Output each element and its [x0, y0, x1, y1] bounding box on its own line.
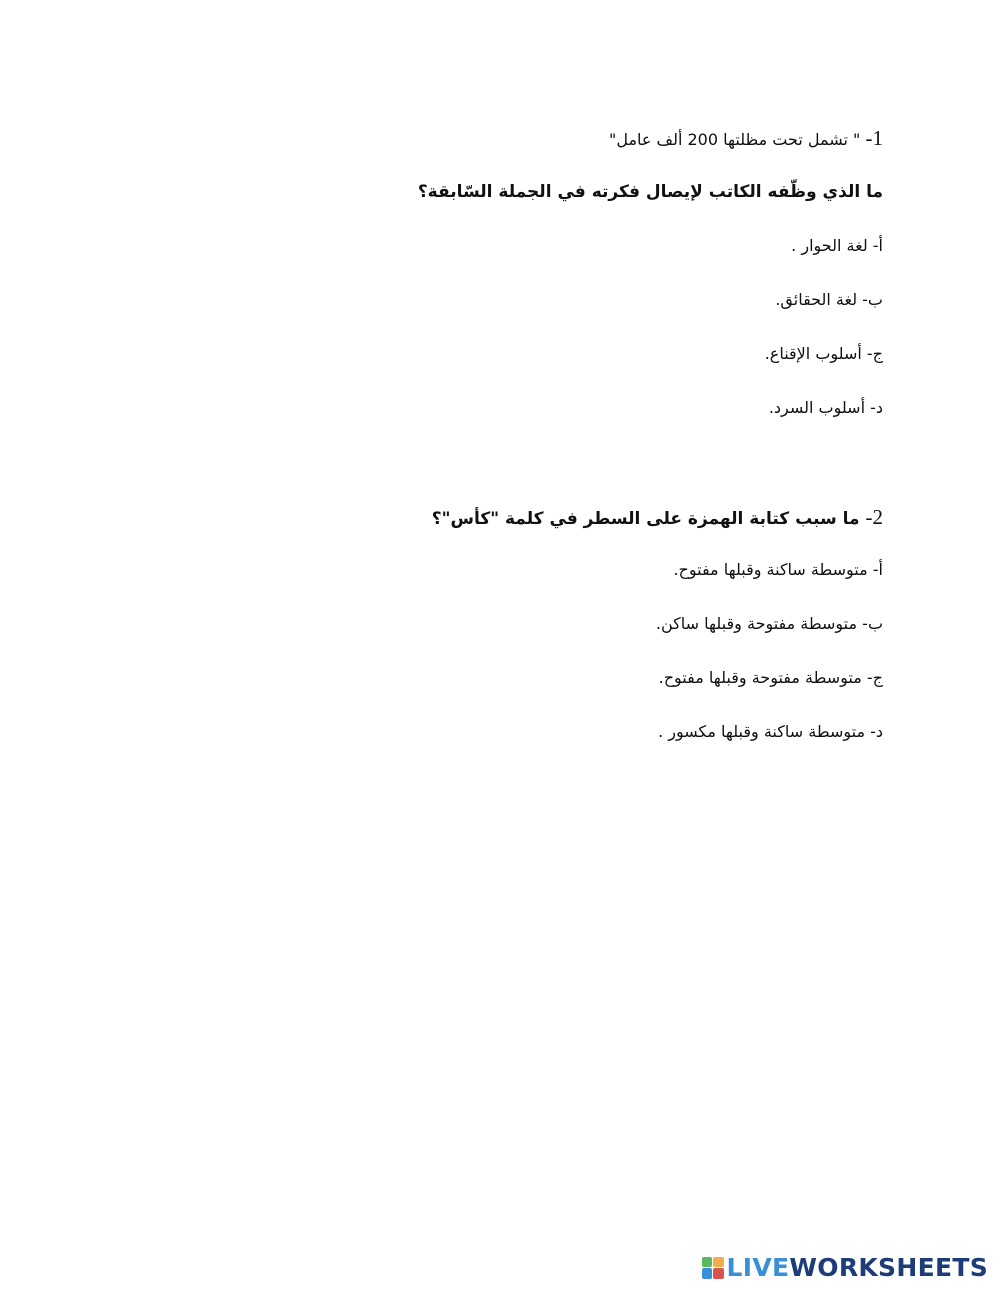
question-1-option-a[interactable]: أ- لغة الحوار .: [791, 236, 883, 255]
question-1-option-b[interactable]: ب- لغة الحقائق.: [775, 290, 883, 309]
question-2-option-d[interactable]: د- متوسطة ساكنة وقبلها مكسور .: [658, 722, 883, 741]
question-2-stem-line: [432, 505, 883, 531]
question-2-stem: ما سبب كتابة الهمزة على السطر في كلمة "كأس"؟: [431, 509, 866, 529]
logo-mark-square-orange: [713, 1257, 724, 1268]
logo-worksheets-text: WORKSHEETS: [789, 1253, 988, 1282]
question-2-option-b[interactable]: ب- متوسطة مفتوحة وقبلها ساكن.: [655, 614, 883, 633]
question-2-option-c[interactable]: ج- متوسطة مفتوحة وقبلها مفتوح.: [658, 668, 883, 687]
logo-mark-square-red: [713, 1268, 724, 1279]
question-1-number: 1-: [865, 126, 883, 150]
logo-mark-square-blue: [702, 1268, 713, 1279]
liveworksheets-wordmark: [727, 1253, 988, 1282]
logo-live-text: LIVE: [726, 1253, 790, 1282]
question-2-number: 2-: [865, 505, 883, 529]
question-1-option-c[interactable]: ج- أسلوب الإقناع.: [764, 344, 883, 363]
liveworksheets-logo: [702, 1253, 988, 1282]
question-1-prompt: [609, 126, 883, 152]
question-1-quote: " تشمل تحت مظلتها 200 ألف عامل": [608, 130, 866, 149]
liveworksheets-mark-icon: [702, 1257, 724, 1279]
question-1-option-d[interactable]: د- أسلوب السرد.: [768, 398, 883, 417]
question-2-option-a[interactable]: أ- متوسطة ساكنة وقبلها مفتوح.: [673, 560, 883, 579]
question-1-stem: ما الذي وظّفه الكاتب لإيصال فكرته في الجملة السّابقة؟: [417, 182, 883, 202]
logo-mark-square-green: [702, 1257, 713, 1268]
